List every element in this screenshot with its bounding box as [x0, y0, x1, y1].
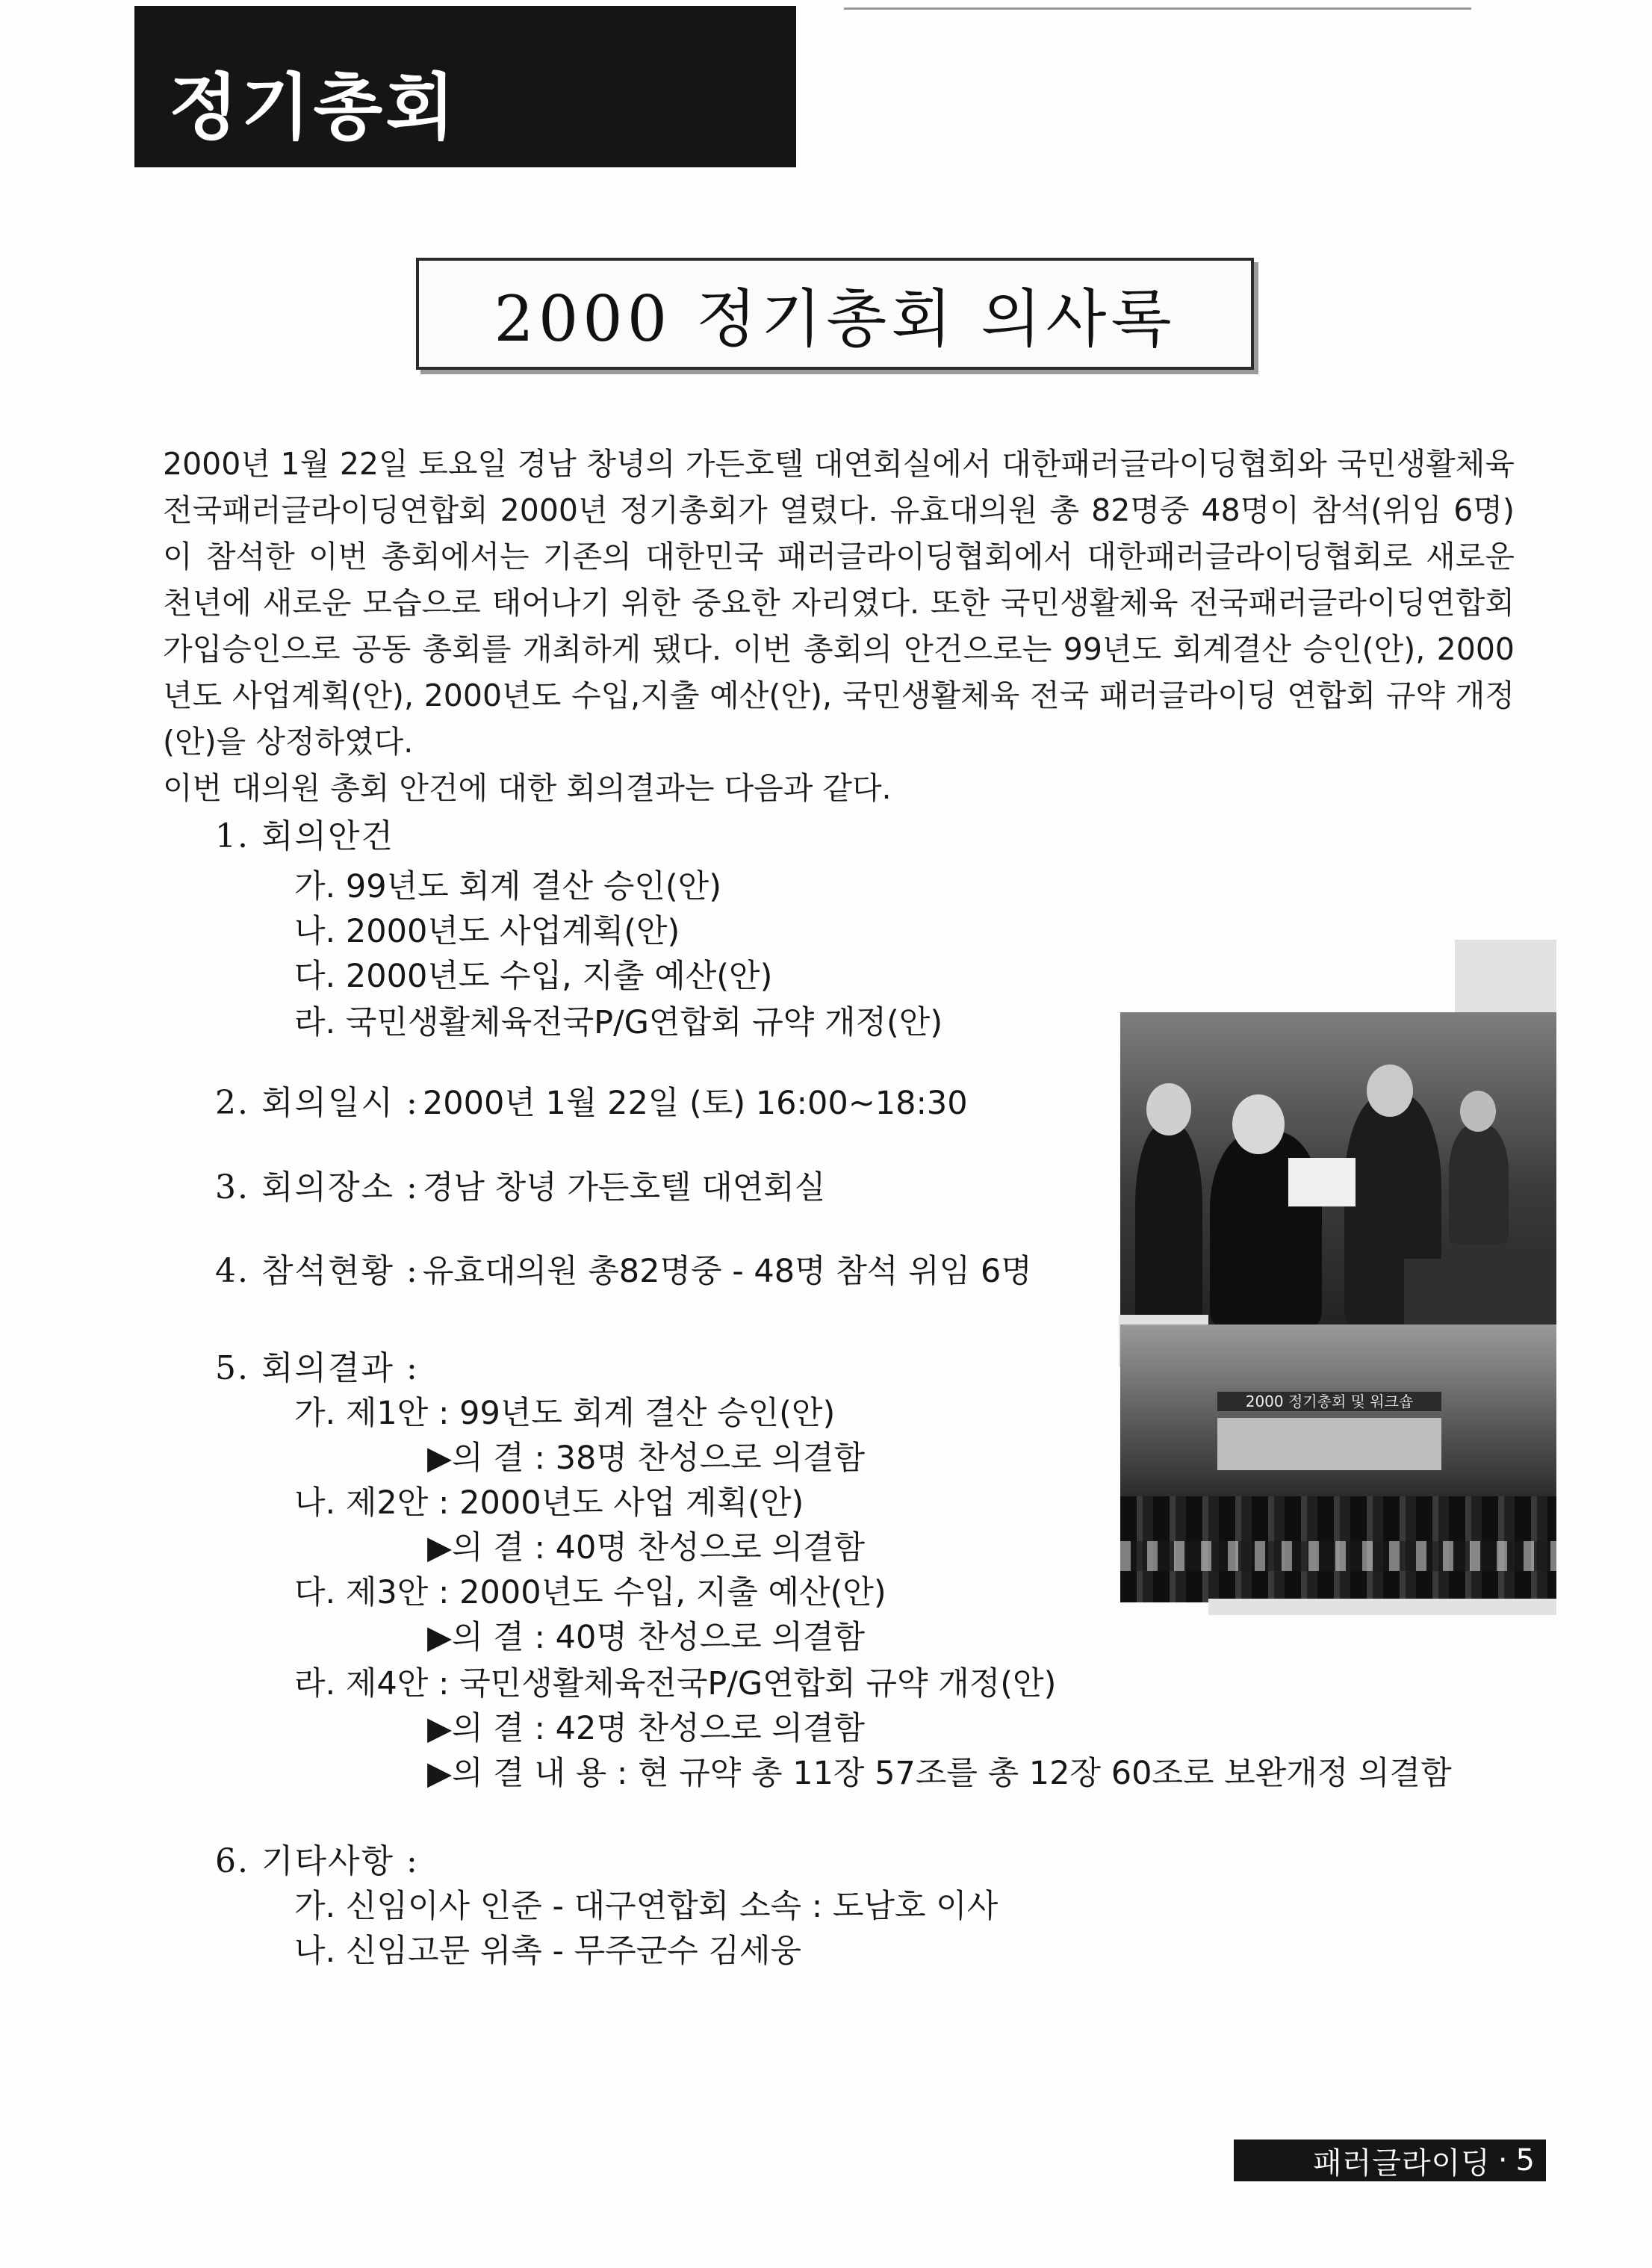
- attendance-heading: 4. 참석현황 :: [215, 1252, 419, 1290]
- result-decision: ▶의 결 : 38명 찬성으로 의결함: [427, 1440, 865, 1477]
- result-decision: ▶의 결 : 42명 찬성으로 의결함: [427, 1710, 865, 1747]
- award-photo: [1120, 1012, 1556, 1326]
- attendance-value: 유효대의원 총82명중 - 48명 참석 위임 6명: [422, 1253, 1032, 1290]
- agenda-item: 라. 국민생활체육전국P/G연합회 규약 개정(안): [294, 1004, 943, 1041]
- result-item: 가. 제1안 : 99년도 회계 결산 승인(안): [294, 1395, 836, 1432]
- datetime-heading: 2. 회의일시 :: [215, 1084, 419, 1122]
- agenda-item: 나. 2000년도 사업계획(안): [294, 913, 680, 950]
- venue-heading: 3. 회의장소 :: [215, 1168, 419, 1206]
- other-item: 가. 신임이사 인준 - 대구연합회 소속 : 도남호 이사: [294, 1888, 999, 1925]
- other-heading: 6. 기타사항 :: [215, 1842, 419, 1880]
- meeting-attendance: [215, 1244, 1032, 1292]
- photo-frame-shade: [1208, 1599, 1556, 1615]
- results-heading: 5. 회의결과 :: [215, 1349, 419, 1387]
- assembly-photo: [1120, 1324, 1556, 1602]
- page-title-box: [416, 258, 1254, 370]
- agenda-item: 다. 2000년도 수입, 지출 예산(안): [294, 958, 773, 995]
- magazine-name: 패러글라이딩: [1312, 2145, 1491, 2181]
- venue-value: 경남 창녕 가든호텔 대연회실: [422, 1169, 826, 1206]
- section-tab: [134, 6, 796, 167]
- result-decision: ▶의 결 : 40명 찬성으로 의결함: [427, 1619, 865, 1656]
- result-decision: ▶의 결 : 40명 찬성으로 의결함: [427, 1529, 865, 1567]
- result-item: 나. 제2안 : 2000년도 사업 계획(안): [294, 1484, 804, 1522]
- intro-paragraph: 2000년 1월 22일 토요일 경남 창녕의 가든호텔 대연회실에서 대한패러글라이딩협회와 국민생활체육 전국패러글라이딩연합회 2000년 정기총회가 열렸다. 유효대의원 총 82명중 48명이 참석(위임 6명)이 참석한 이번 총회에서는 기존의 대한민국 패러글라이딩협회에서 대한패러글라이딩협회로 새로운 천년에 새로운 모습으로 태어나기 위한 중요한 자리였다. 또한 국민생활체육 전국패러글라이딩연합회 가입승인으로 공동 총회를 개최하게 됐다. 이번 총회의 안건으로는 99년도 회계결산 승인(안), 2000년도 사업계획(안), 2000년도 수입,지출 예산(안), 국민생활체육 전국 패러글라이딩 연합회 규약 개정(안)을 상정하였다.: [163, 446, 1515, 760]
- section-label: 정기총회: [169, 66, 458, 149]
- result-detail: ▶의 결 내 용 : 현 규약 총 11장 57조를 총 12장 60조로 보완개정 의결함: [427, 1755, 1452, 1792]
- page-number: 5: [1515, 2143, 1535, 2178]
- agenda-item: 가. 99년도 회계 결산 승인(안): [294, 868, 721, 905]
- banner-text: 2000 정기총회 및 워크숍: [1217, 1392, 1441, 1411]
- other-item: 나. 신임고문 위촉 - 무주군수 김세웅: [294, 1933, 802, 1970]
- meeting-venue: [215, 1160, 825, 1208]
- agenda-heading: 1. 회의안건: [215, 817, 394, 855]
- intro-paragraph: 이번 대의원 총회 안건에 대한 회의결과는 다음과 같다.: [163, 770, 892, 806]
- page-footer: 패러글라이딩 · 5: [1234, 2140, 1546, 2181]
- result-item: 다. 제3안 : 2000년도 수입, 지출 예산(안): [294, 1574, 886, 1611]
- meeting-datetime: [215, 1076, 968, 1124]
- intro-text: [163, 441, 1515, 811]
- page-title: 2000 정기총회 의사록: [494, 282, 1176, 356]
- top-rule: [844, 7, 1471, 10]
- result-item: 라. 제4안 : 국민생활체육전국P/G연합회 규약 개정(안): [294, 1665, 1057, 1702]
- datetime-value: 2000년 1월 22일 (토) 16:00~18:30: [422, 1085, 968, 1122]
